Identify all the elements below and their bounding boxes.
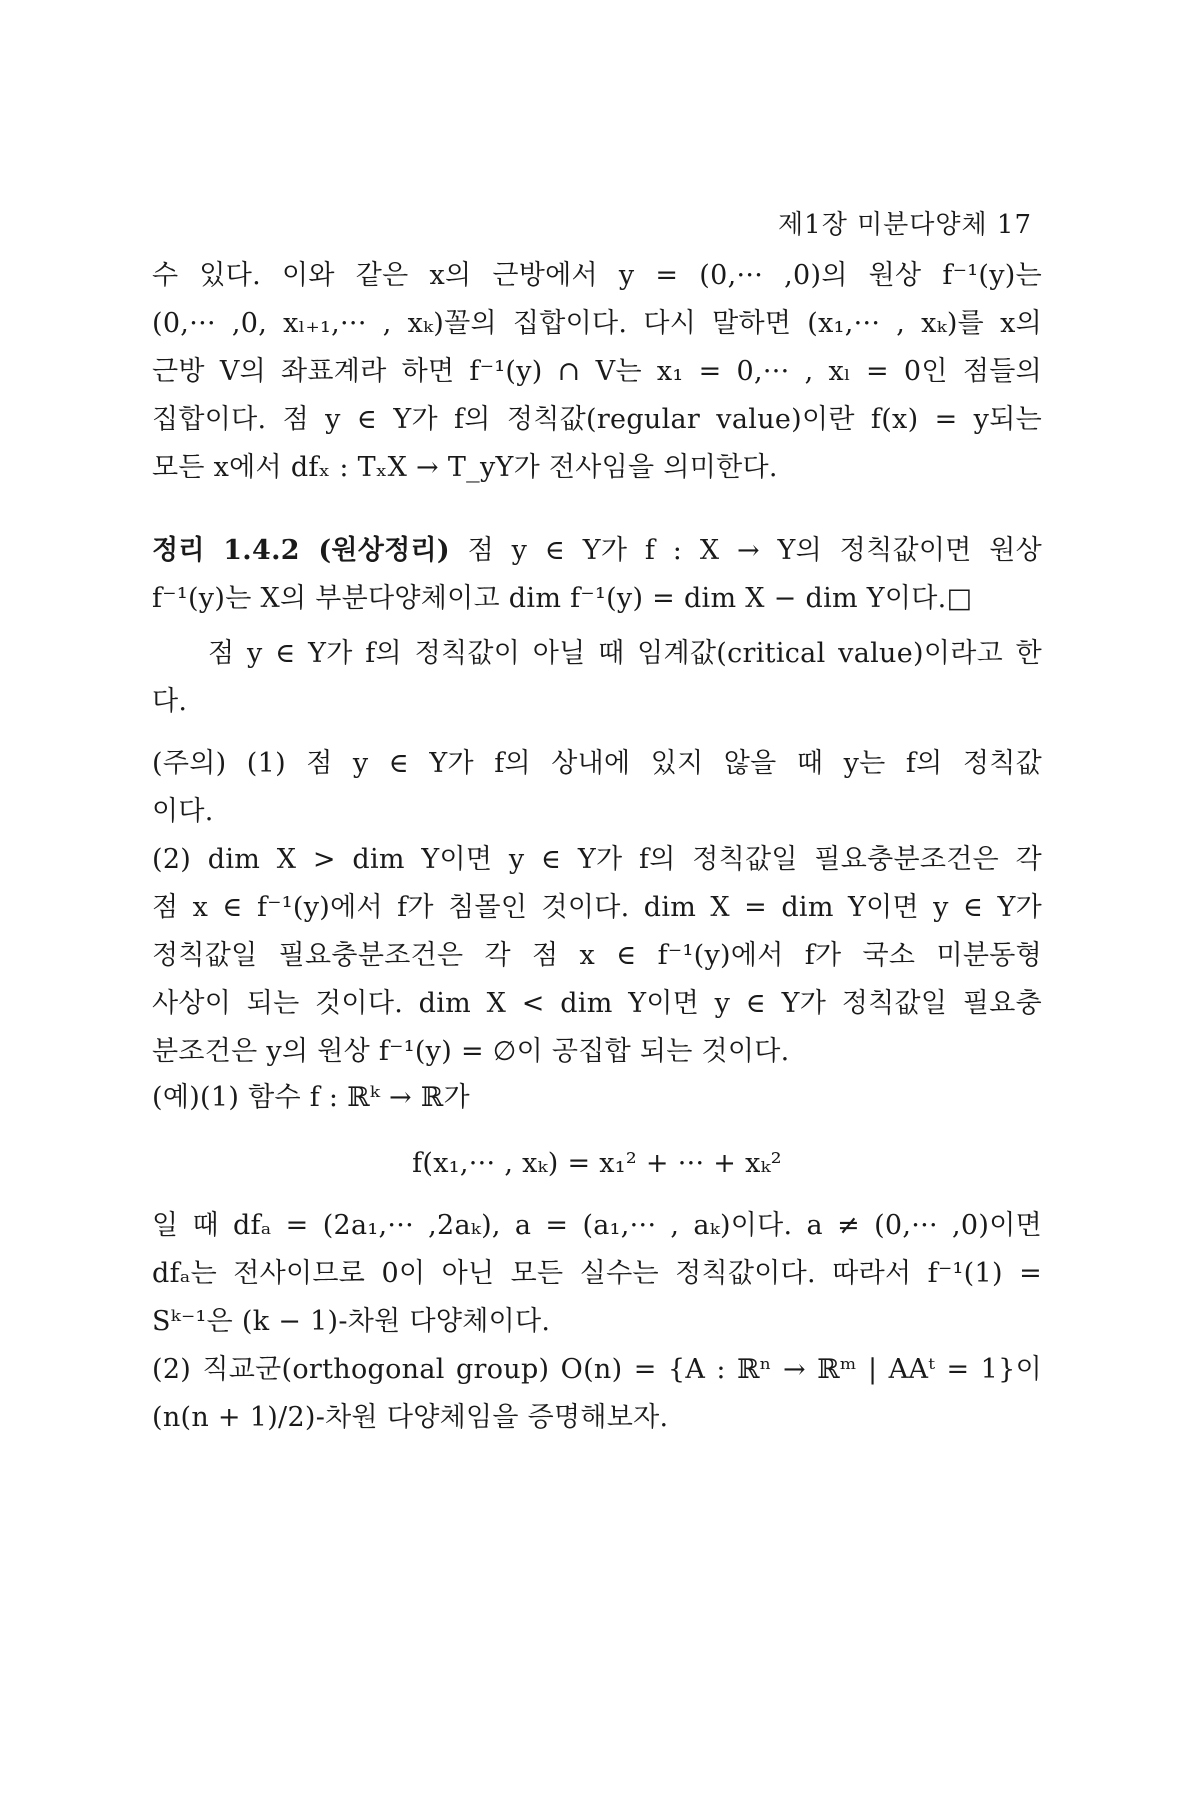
theorem-line	[152, 527, 1042, 575]
text-line: (2) dim X > dim Y이면 y ∈ Y가 f의 정칙값일 필요충분조건은 각	[152, 844, 1042, 875]
formula: f(x₁,··· , xₖ) = x₁² + ··· + xₖ²	[412, 1148, 782, 1179]
theorem-text: 점 y ∈ Y가 f : X → Y의 정칙값이면 원상	[450, 535, 1042, 566]
theorem-1-4-2	[152, 527, 1042, 623]
text-line: 다.	[152, 686, 188, 717]
text-line: (주의) (1) 점 y ∈ Y가 f의 상내에 있지 않을 때 y는 f의 정칙값	[152, 748, 1042, 779]
text-line: 점 y ∈ Y가 f의 정칙값이 아닐 때 임계값(critical value)이라고 한	[208, 638, 1042, 669]
example-formula-block	[152, 1140, 1042, 1188]
theorem-line: f⁻¹(y)는 X의 부분다양체이고 dim f⁻¹(y) = dim X − dim Y이다.□	[152, 583, 973, 614]
paragraph-2	[152, 630, 1042, 726]
text-line: (n(n + 1)/2)-차원 다양체임을 증명해보자.	[152, 1402, 669, 1433]
text-line: 모든 x에서 dfₓ : TₓX → T_yY가 전사임을 의미한다.	[152, 452, 778, 483]
text-line: 일 때 dfₐ = (2a₁,··· ,2aₖ), a = (a₁,··· , aₖ)이다. a ≠ (0,··· ,0)이면	[152, 1210, 1042, 1241]
paragraph-1	[152, 252, 1042, 492]
text-line: 근방 V의 좌표계라 하면 f⁻¹(y) ∩ V는 x₁ = 0,··· , xₗ = 0인 점들의	[152, 356, 1042, 387]
text-line: 수 있다. 이와 같은 x의 근방에서 y = (0,··· ,0)의 원상 f⁻¹(y)는	[152, 260, 1042, 291]
note-section	[152, 740, 1042, 1076]
text-line: Sᵏ⁻¹은 (k − 1)-차원 다양체이다.	[152, 1306, 551, 1337]
text-line: 정칙값일 필요충분조건은 각 점 x ∈ f⁻¹(y)에서 f가 국소 미분동형	[152, 940, 1042, 971]
text-line: 집합이다. 점 y ∈ Y가 f의 정칙값(regular value)이란 f(x) = y되는	[152, 404, 1043, 435]
text-line: 점 x ∈ f⁻¹(y)에서 f가 침몰인 것이다. dim X = dim Y이면 y ∈ Y가	[152, 892, 1042, 923]
theorem-label: 정리 1.4.2 (원상정리)	[152, 535, 450, 566]
example-intro: (예)(1) 함수 f : ℝᵏ → ℝ가	[152, 1082, 470, 1113]
text-line: (0,··· ,0, xₗ₊₁,··· , xₖ)꼴의 집합이다. 다시 말하면 (x₁,··· , xₖ)를 x의	[152, 308, 1042, 339]
text-line: 분조건은 y의 원상 f⁻¹(y) = ∅이 공집합 되는 것이다.	[152, 1036, 790, 1067]
running-header: 제1장 미분다양체 17	[778, 210, 1032, 240]
example-body	[152, 1202, 1042, 1442]
text-line: 사상이 되는 것이다. dim X < dim Y이면 y ∈ Y가 정칙값일 필요충	[152, 988, 1042, 1019]
text-line: (2) 직교군(orthogonal group) O(n) = {A : ℝⁿ → ℝᵐ | AAᵗ = 1}이	[152, 1354, 1042, 1385]
example-section	[152, 1074, 1042, 1122]
text-line: dfₐ는 전사이므로 0이 아닌 모든 실수는 정칙값이다. 따라서 f⁻¹(1) =	[152, 1258, 1042, 1289]
text-line: 이다.	[152, 796, 214, 827]
